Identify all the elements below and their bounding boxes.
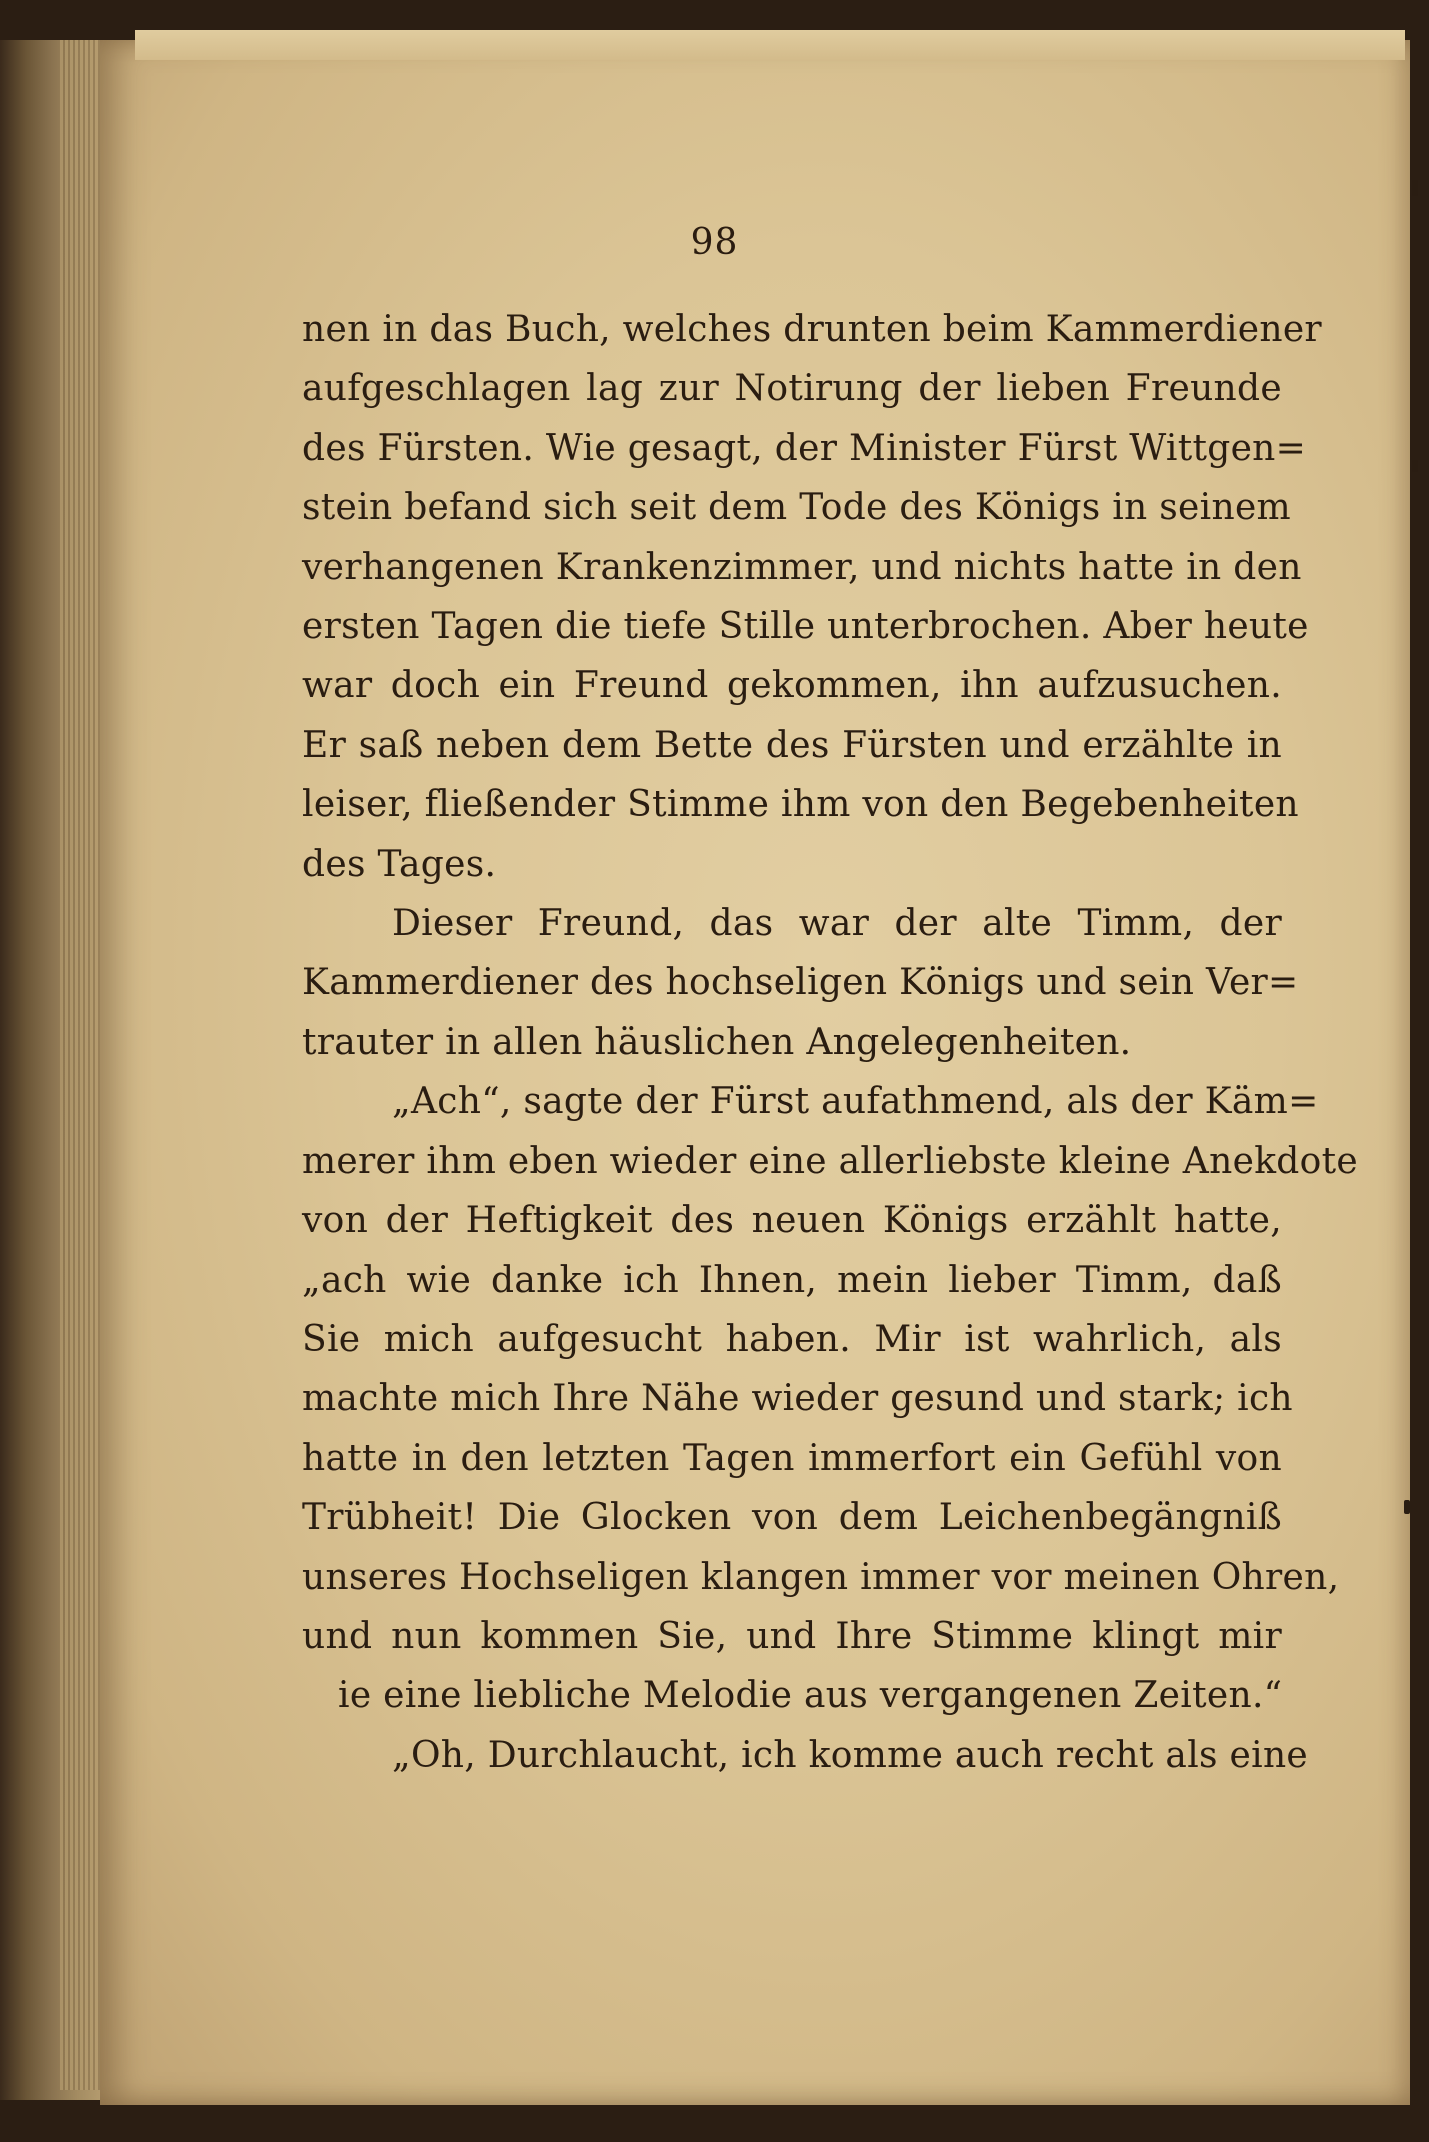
- text-line: Er saß neben dem Bette des Fürsten und erzählte in: [302, 724, 1282, 766]
- margin-mark: [1412, 180, 1418, 196]
- text-line: Sie mich aufgesucht haben. Mir ist wahrlich, als: [302, 1318, 1282, 1360]
- page-number: 98: [690, 222, 739, 263]
- text-line: des Tages.: [302, 843, 497, 885]
- text-line: „Ach“, sagte der Fürst aufathmend, als der Käm=: [392, 1081, 1319, 1123]
- text-line: leiser, fließender Stimme ihm von den Begebenheiten: [302, 784, 1299, 826]
- text-line: und nun kommen Sie, und Ihre Stimme klingt mir: [302, 1615, 1282, 1657]
- text-line: hatte in den letzten Tagen immerfort ein Gefühl von: [302, 1437, 1282, 1479]
- body-text: [302, 300, 1358, 1785]
- text-line: verhangenen Krankenzimmer, und nichts hatte in den: [302, 546, 1302, 588]
- text-line: stein befand sich seit dem Tode des Königs in seinem: [302, 487, 1291, 529]
- text-line: aufgeschlagen lag zur Notirung der lieben Freunde: [302, 368, 1282, 410]
- text-line: ie eine liebliche Melodie aus vergangenen Zeiten.“: [338, 1675, 1283, 1717]
- page-top-edge: [135, 30, 1405, 60]
- text-line: war doch ein Freund gekommen, ihn aufzusuchen.: [302, 665, 1282, 707]
- text-line: ersten Tagen die tiefe Stille unterbrochen. Aber heute: [302, 606, 1309, 648]
- margin-mark: [1404, 1500, 1410, 1514]
- text-line: des Fürsten. Wie gesagt, der Minister Fürst Wittgen=: [302, 427, 1307, 469]
- text-line: von der Heftigkeit des neuen Königs erzählt hatte,: [302, 1200, 1282, 1242]
- margin-mark: [1412, 460, 1418, 472]
- text-line: unseres Hochseligen klangen immer vor meinen Ohren,: [302, 1556, 1340, 1598]
- text-line: „Oh, Durchlaucht, ich komme auch recht als eine: [392, 1734, 1309, 1776]
- text-line: machte mich Ihre Nähe wieder gesund und stark; ich: [302, 1378, 1293, 1420]
- text-line: Kammerdiener des hochseligen Königs und sein Ver=: [302, 962, 1299, 1004]
- text-line: trauter in allen häuslichen Angelegenheiten.: [302, 1021, 1132, 1063]
- text-line: merer ihm eben wieder eine allerliebste kleine Anekdote: [302, 1140, 1358, 1182]
- text-line: Dieser Freund, das war der alte Timm, der: [392, 903, 1282, 945]
- text-line: nen in das Buch, welches drunten beim Kammerdiener: [302, 309, 1322, 350]
- text-line: „ach wie danke ich Ihnen, mein lieber Timm, daß: [302, 1259, 1282, 1301]
- text-line: Trübheit! Die Glocken von dem Leichenbegängniß: [302, 1497, 1282, 1539]
